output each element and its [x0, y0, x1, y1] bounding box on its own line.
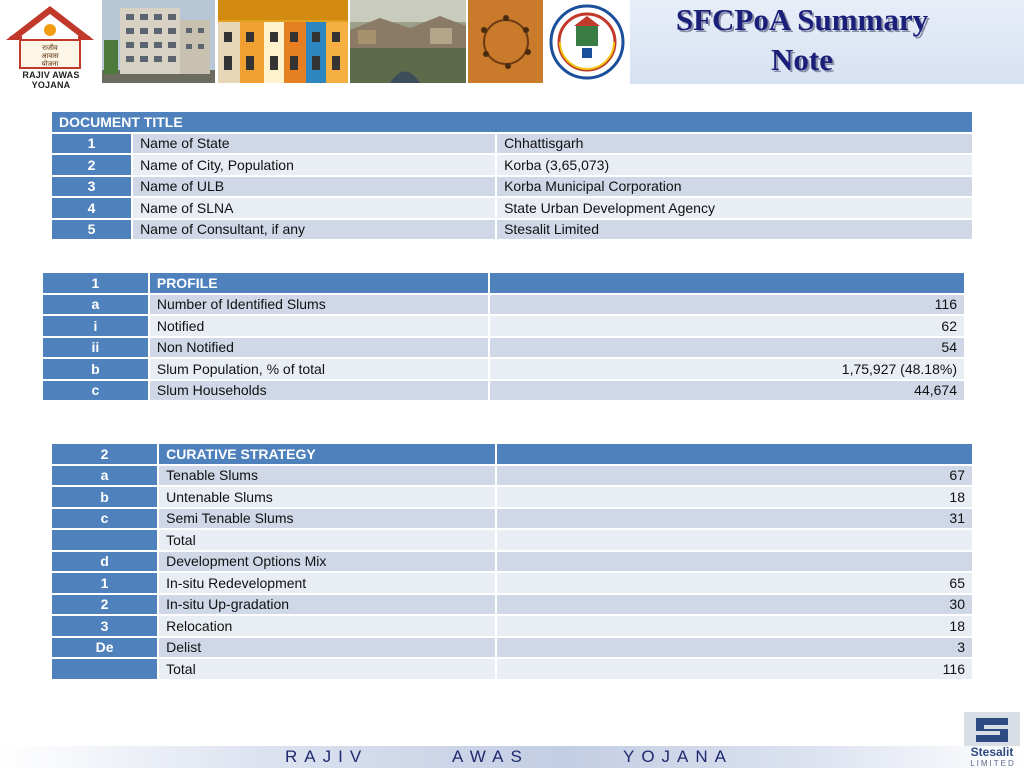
title-line-1: SFCPoA Summary	[675, 2, 929, 37]
row-value	[497, 530, 972, 550]
row-index: 3	[52, 177, 131, 197]
footer-word-yojana: YOJANA	[623, 747, 734, 766]
table-row	[52, 198, 972, 218]
row-label: In-situ Up-gradation	[159, 595, 495, 615]
footer-word-rajiv: RAJIV	[285, 747, 369, 766]
table-row	[43, 316, 964, 336]
row-index: 2	[52, 595, 157, 615]
table-row	[52, 552, 972, 572]
unity-photo	[468, 0, 543, 83]
curative-strategy-table	[50, 442, 974, 681]
strategy-header-blank	[497, 444, 972, 464]
row-index: De	[52, 638, 157, 658]
page-title	[630, 0, 974, 80]
row-label: Name of SLNA	[133, 198, 495, 218]
document-title-header: DOCUMENT TITLE	[52, 112, 972, 132]
table-row	[43, 381, 964, 401]
title-line-2: Note	[771, 42, 833, 77]
brand-sub: LIMITED	[970, 759, 1016, 768]
row-value: 116	[497, 659, 972, 679]
row-label: Name of ULB	[133, 177, 495, 197]
row-index: c	[52, 509, 157, 529]
table-row	[43, 295, 964, 315]
table-row	[52, 466, 972, 486]
svg-text:योजना: योजना	[41, 60, 59, 68]
row-label: Semi Tenable Slums	[159, 509, 495, 529]
row-label: Development Options Mix	[159, 552, 495, 572]
svg-text:आवास: आवास	[41, 52, 59, 60]
table-row	[52, 155, 972, 175]
table-row	[52, 530, 972, 550]
row-value	[497, 552, 972, 572]
row-label: Name of Consultant, if any	[133, 220, 495, 240]
row-value: 18	[497, 487, 972, 507]
table-row	[52, 220, 972, 240]
row-index: b	[52, 487, 157, 507]
row-index: d	[52, 552, 157, 572]
row-label: Number of Identified Slums	[150, 295, 488, 315]
header-banner	[0, 0, 1024, 88]
row-index	[52, 530, 157, 550]
row-value: 3	[497, 638, 972, 658]
row-index: a	[52, 466, 157, 486]
stesalit-logo	[962, 712, 1022, 768]
row-index: 5	[52, 220, 131, 240]
footer-banner	[0, 746, 1024, 768]
row-index: ii	[43, 338, 148, 358]
logo-caption: RAJIV AWAS YOJANA	[22, 70, 80, 90]
row-value: 67	[497, 466, 972, 486]
row-value: Korba Municipal Corporation	[497, 177, 972, 197]
row-value: State Urban Development Agency	[497, 198, 972, 218]
table-row	[43, 359, 964, 379]
profile-header-blank	[490, 273, 964, 293]
row-label: Total	[159, 530, 495, 550]
row-value: Stesalit Limited	[497, 220, 972, 240]
table-row	[43, 338, 964, 358]
profile-header: PROFILE	[150, 273, 488, 293]
row-label: Slum Population, % of total	[150, 359, 488, 379]
apartment-photo	[102, 0, 215, 83]
row-label: Name of State	[133, 134, 495, 154]
municipal-seal-icon	[548, 2, 626, 82]
row-label: Tenable Slums	[159, 466, 495, 486]
table-row	[52, 659, 972, 679]
strategy-header-index: 2	[52, 444, 157, 464]
row-value: Korba (3,65,073)	[497, 155, 972, 175]
table-row	[52, 595, 972, 615]
row-value: 116	[490, 295, 964, 315]
profile-table	[41, 271, 966, 402]
strategy-header: CURATIVE STRATEGY	[159, 444, 495, 464]
row-index: 1	[52, 134, 131, 154]
row-index: 2	[52, 155, 131, 175]
row-value: 31	[497, 509, 972, 529]
row-value: 54	[490, 338, 964, 358]
row-index: a	[43, 295, 148, 315]
slum-photo	[350, 0, 466, 83]
row-label: Name of City, Population	[133, 155, 495, 175]
row-value: 44,674	[490, 381, 964, 401]
row-value: 1,75,927 (48.18%)	[490, 359, 964, 379]
title-box	[630, 0, 1024, 84]
row-value: Chhattisgarh	[497, 134, 972, 154]
row-index: 3	[52, 616, 157, 636]
row-label: Untenable Slums	[159, 487, 495, 507]
table-row	[52, 134, 972, 154]
row-label: Delist	[159, 638, 495, 658]
row-index: b	[43, 359, 148, 379]
table-row	[52, 177, 972, 197]
table-row	[52, 616, 972, 636]
row-index: 1	[52, 573, 157, 593]
svg-text:राजीव: राजीव	[42, 44, 58, 52]
row-value: 30	[497, 595, 972, 615]
profile-header-index: 1	[43, 273, 148, 293]
row-value: 65	[497, 573, 972, 593]
table-row	[52, 487, 972, 507]
colorful-houses-photo	[218, 0, 348, 83]
document-title-table	[50, 110, 974, 241]
row-label: Relocation	[159, 616, 495, 636]
row-label: In-situ Redevelopment	[159, 573, 495, 593]
row-label: Non Notified	[150, 338, 488, 358]
row-label: Notified	[150, 316, 488, 336]
row-value: 62	[490, 316, 964, 336]
rajiv-awas-yojana-logo	[0, 0, 100, 90]
row-index: 4	[52, 198, 131, 218]
brand-name: Stesalit	[970, 745, 1014, 759]
row-index: i	[43, 316, 148, 336]
table-row	[52, 573, 972, 593]
row-label: Total	[159, 659, 495, 679]
row-index: c	[43, 381, 148, 401]
row-label: Slum Households	[150, 381, 488, 401]
row-index	[52, 659, 157, 679]
footer-word-awas: AWAS	[452, 747, 529, 766]
table-row	[52, 638, 972, 658]
row-value: 18	[497, 616, 972, 636]
table-row	[52, 509, 972, 529]
